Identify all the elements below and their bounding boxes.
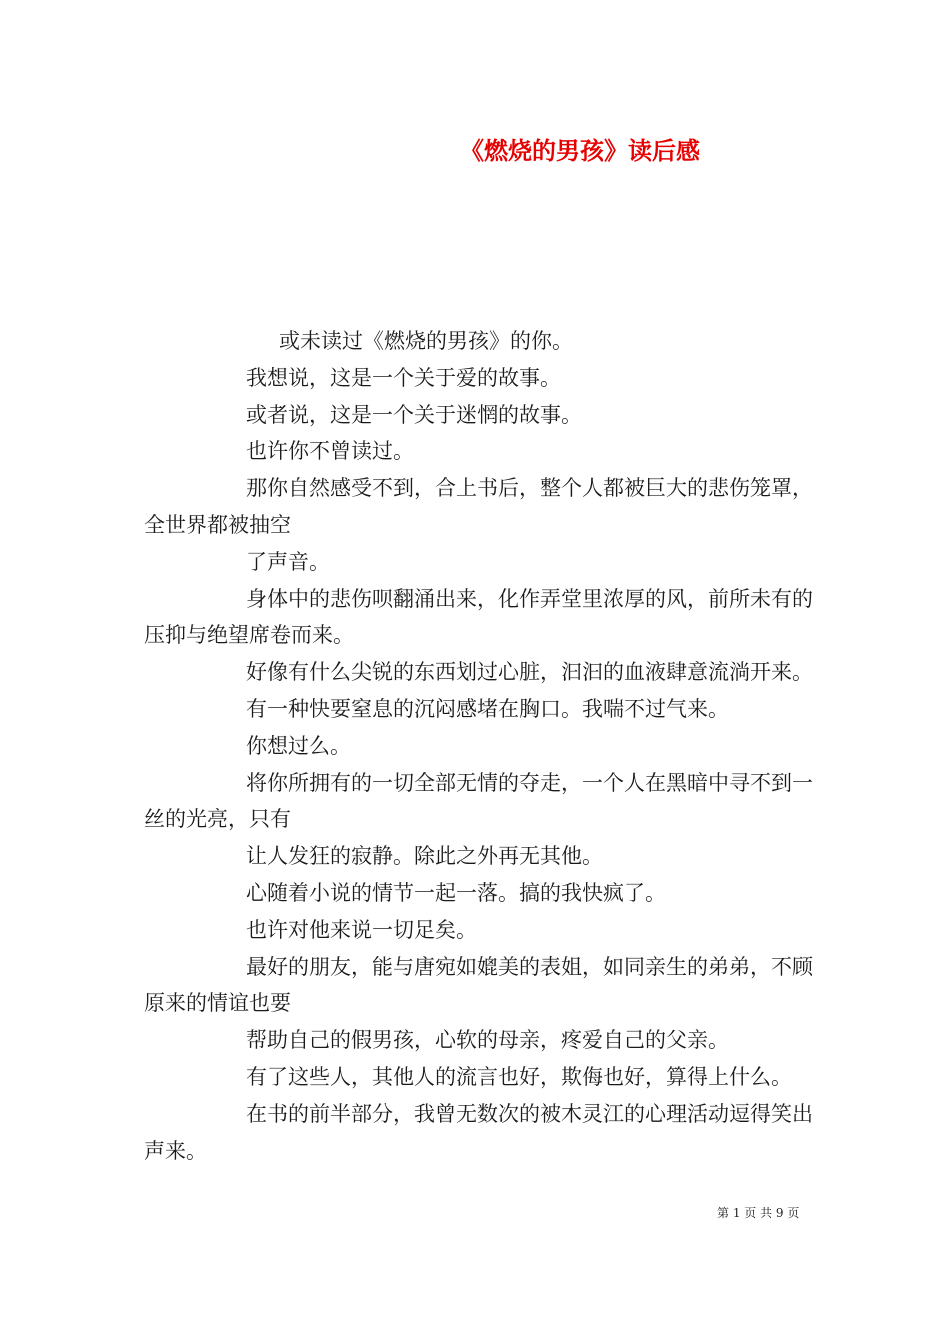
document-title: 《燃烧的男孩》读后感 — [460, 137, 700, 165]
paragraph: 了声音。 — [246, 549, 330, 574]
paragraph: 心随着小说的情节一起一落。搞的我快疯了。 — [246, 880, 666, 905]
paragraph: 将你所拥有的一切全部无情的夺走，一个人在黑暗中寻不到一丝的光亮，只有 — [144, 770, 813, 832]
paragraph: 在书的前半部分，我曾无数次的被木灵江的心理活动逗得笑出声来。 — [144, 1101, 813, 1163]
paragraph: 或者说，这是一个关于迷惘的故事。 — [246, 402, 582, 427]
document-body — [144, 323, 820, 1169]
paragraph: 最好的朋友，能与唐宛如媲美的表姐，如同亲生的弟弟，不顾原来的情谊也要 — [144, 954, 813, 1016]
paragraph: 有了这些人，其他人的流言也好，欺侮也好，算得上什么。 — [246, 1064, 792, 1089]
paragraph: 你想过么。 — [246, 733, 351, 758]
paragraph: 我想说，这是一个关于爱的故事。 — [246, 365, 561, 390]
paragraph: 那你自然感受不到，合上书后，整个人都被巨大的悲伤笼罩，全世界都被抽空 — [144, 476, 813, 537]
paragraph: 好像有什么尖锐的东西划过心脏，汩汩的血液肆意流淌开来。 — [246, 660, 813, 685]
paragraph: 身体中的悲伤呗翻涌出来，化作弄堂里浓厚的风，前所未有的压抑与绝望席卷而来。 — [144, 586, 813, 648]
page-number-footer: 第 1 页 共 9 页 — [717, 1206, 800, 1220]
paragraph: 帮助自己的假男孩，心软的母亲，疼爱自己的父亲。 — [246, 1028, 729, 1053]
paragraph: 也许对他来说一切足矣。 — [246, 917, 477, 942]
paragraph: 或未读过《燃烧的男孩》的你。 — [279, 329, 573, 353]
paragraph: 也许你不曾读过。 — [246, 439, 414, 464]
paragraph: 有一种快要窒息的沉闷感堵在胸口。我喘不过气来。 — [246, 696, 729, 721]
paragraph: 让人发狂的寂静。除此之外再无其他。 — [246, 844, 603, 869]
